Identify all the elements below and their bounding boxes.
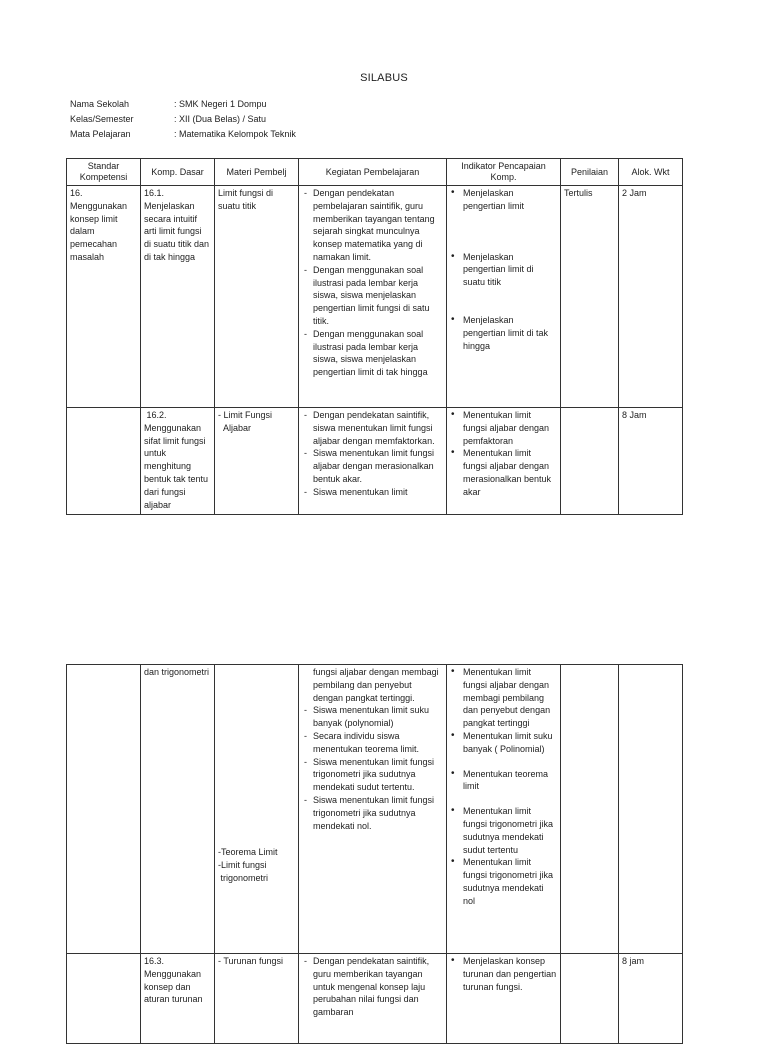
syllabus-table-page-1 [66,158,683,515]
header-komp-dasar: Komp. Dasar [141,159,215,186]
cell-standar-kompetensi [67,408,141,515]
cell-komp-dasar: dan trigonometri [141,665,215,954]
cell-standar-kompetensi [67,954,141,1044]
cell-materi: - Limit Fungsi Aljabar [215,408,299,515]
cell-kegiatan [299,186,447,408]
materi-text: -Teorema Limit -Limit fungsi trigonometri [218,847,278,883]
list-item: - Secara individu siswa menentukan teorema limit. [302,730,443,756]
list-item: - Dengan pendekatan saintifik, guru memberikan tayangan untuk mengenal konsep laju perubahan nilai fungsi dan gambaran [302,955,443,1019]
cell-indikator [447,954,561,1044]
meta-label: Nama Sekolah [70,99,130,109]
cell-indikator [447,665,561,954]
table-header-row [67,159,683,186]
materi-spacer [218,666,295,846]
table-row [67,665,683,954]
cell-indikator [447,186,561,408]
cell-kegiatan [299,954,447,1044]
header-kegiatan: Kegiatan Pembelajaran [299,159,447,186]
list-item: - Dengan menggunakan soal ilustrasi pada lembar kerja siswa, siswa menjelaskan pengertian limit di tak hingga [302,328,443,379]
meta-label: Mata Pelajaran [70,129,131,139]
cell-materi [215,665,299,954]
list-item: • Menentukan limit fungsi aljabar dengan pemfaktoran [450,409,557,447]
list-item: - Siswa menentukan limit fungsi trigonometri jika sudutnya mendekati nol. [302,794,443,832]
list-item: • Menentukan teorema limit [450,768,557,794]
list-item: - Siswa menentukan limit suku banyak (polynomial) [302,704,443,730]
cell-alokasi: 8 jam [619,954,683,1044]
cell-alokasi: 2 Jam [619,186,683,408]
cell-penilaian [561,665,619,954]
cell-materi: Limit fungsi di suatu titik [215,186,299,408]
cell-penilaian: Tertulis [561,186,619,408]
meta-value: : SMK Negeri 1 Dompu [174,99,267,109]
list-item: - Dengan menggunakan soal ilustrasi pada lembar kerja siswa, siswa menjelaskan pengertian limit fungsi di satu titik. [302,264,443,328]
meta-row-class [70,114,470,129]
list-item: • Menjelaskan konsep turunan dan pengertian turunan fungsi. [450,955,557,993]
cell-alokasi: 8 Jam [619,408,683,515]
cell-materi: - Turunan fungsi [215,954,299,1044]
kegiatan-continued-text: fungsi aljabar dengan membagi pembilang dan penyebut dengan pangkat tertinggi. [313,667,439,703]
table-row [67,186,683,408]
cell-standar-kompetensi: 16. Menggunakan konsep limit dalam pemecahan masalah [67,186,141,408]
document-title: SILABUS [360,72,408,84]
cell-penilaian [561,408,619,515]
meta-row-subject [70,129,470,144]
list-item: - Dengan pendekatan saintifik, siswa menentukan limit fungsi aljabar dengan memfaktorkan. [302,409,443,447]
cell-penilaian [561,954,619,1044]
cell-standar-kompetensi [67,665,141,954]
list-item: • Menentukan limit fungsi trigonometri jika sudutnya mendekati nol [450,856,557,907]
cell-komp-dasar: 16.2. Menggunakan sifat limit fungsi untuk menghitung bentuk tak tentu dari fungsi aljabar [141,408,215,515]
list-item: • Menjelaskan pengertian limit [450,187,557,213]
header-indikator: Indikator Pencapaian Komp. [447,159,561,186]
cell-alokasi [619,665,683,954]
table-row [67,408,683,515]
meta-value: : XII (Dua Belas) / Satu [174,114,267,124]
cell-indikator [447,408,561,515]
list-item: - Dengan pendekatan pembelajaran saintifik, guru memberikan tayangan tentang sejarah singkat munculnya konsep matematika yang di namakan limit. [302,187,443,264]
list-item: • Menentukan limit suku banyak ( Polinomial) [450,730,557,756]
list-item: • Menentukan limit fungsi aljabar dengan membagi pembilang dan penyebut dengan pangkat tertinggi [450,666,557,730]
header-materi: Materi Pembelj [215,159,299,186]
header-penilaian: Penilaian [561,159,619,186]
cell-komp-dasar: 16.1. Menjelaskan secara intuitif arti limit fungsi di suatu titik dan di tak hingga [141,186,215,408]
meta-row-school [70,99,470,114]
list-item: • Menentukan limit fungsi aljabar dengan merasionalkan bentuk akar [450,447,557,498]
syllabus-table-page-2 [66,664,683,1044]
list-item: - Siswa menentukan limit fungsi aljabar dengan merasionalkan bentuk akar. [302,447,443,485]
list-item: - Siswa menentukan limit fungsi trigonometri jika sudutnya mendekati sudut tertentu. [302,756,443,794]
cell-kegiatan [299,665,447,954]
list-item: - Siswa menentukan limit [302,486,443,499]
cell-kegiatan [299,408,447,515]
list-item: • Menjelaskan pengertian limit di tak hingga [450,314,557,352]
cell-komp-dasar: 16.3. Menggunakan konsep dan aturan turunan [141,954,215,1044]
meta-label: Kelas/Semester [70,114,134,124]
list-item: • Menjelaskan pengertian limit di suatu titik [450,251,557,289]
header-standar-kompetensi: Standar Kompetensi [67,159,141,186]
header-alokasi: Alok. Wkt [619,159,683,186]
identity-block [70,99,470,144]
list-item: • Menentukan limit fungsi trigonometri jika sudutnya mendekati sudut tertentu [450,805,557,856]
table-row [67,954,683,1044]
meta-value: : Matematika Kelompok Teknik [174,129,296,139]
